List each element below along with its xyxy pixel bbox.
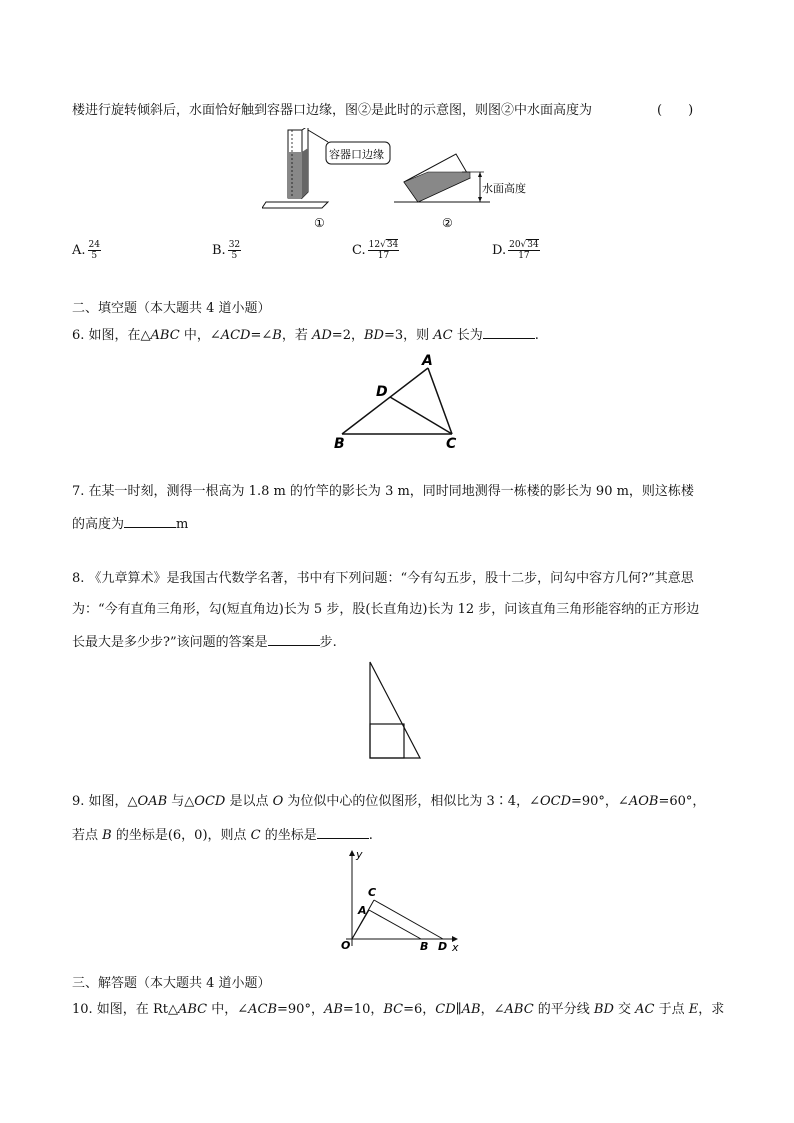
option-b-fraction: $\frac{32}{5}$: [228, 240, 241, 261]
q9-y-arrow: [349, 850, 355, 856]
q5-answer-paren: ( ): [657, 103, 694, 118]
q9-label-a: A: [358, 904, 367, 917]
q5-option-b: B. $\frac{32}{5}$: [212, 240, 241, 261]
q5-option-c: C. $\frac{12√34}{17}$: [352, 240, 399, 261]
fig1-callout-line: [308, 130, 328, 142]
q8-line-1: 8. 《九章算术》是我国古代数学名著，书中有下列问题：“今有勾五步，股十二步，问勾中容方几何?”其意思: [72, 571, 694, 586]
q6-segment-dc: [390, 397, 452, 434]
fig1-base-plate: [262, 202, 328, 208]
q9-coordinate-figure: [332, 846, 466, 954]
fig1-caption: ①: [314, 216, 325, 230]
q8-line-2: 为：“今有直角三角形，勾(短直角边)长为 5 步，股(长直角边)长为 12 步，问该直角三角形能容纳的正方形边: [72, 602, 700, 617]
q9-line-1: 9. 如图，△OAB 与△OCD 是以点 O 为位似中心的位似图形，相似比为 3∶4，∠OCD=90°，∠AOB=60°，: [72, 794, 706, 809]
q7-line-1: 7. 在某一时刻，测得一根高为 1.8 m 的竹竿的影长为 3 m，同时同地测得一栋楼的影长为 90 m，则这栋楼: [72, 484, 694, 499]
q10-text: 10. 如图，在 Rt△ABC 中，∠ACB=90°，AB=10，BC=6，CD∥AB，∠ABC 的平分线 BD 交 AC 于点 E，求: [72, 1002, 725, 1017]
q6-label-d: D: [376, 384, 388, 400]
option-c-fraction: $\frac{12√34}{17}$: [368, 240, 399, 261]
q8-answer-blank: [268, 632, 320, 646]
q9-segment-ab: [369, 910, 421, 939]
q8-line-3: 长最大是多少步?”该问题的答案是 步.: [72, 632, 337, 652]
section3-title: 三、解答题（本大题共 4 道小题）: [72, 976, 271, 991]
q6-text: 6. 如图，在△ABC 中，∠ACD=∠B，若 AD=2，BD=3，则 AC 长为 .: [72, 325, 539, 345]
q9-label-y: y: [356, 848, 363, 861]
fig1-water-side: [302, 148, 308, 198]
q9-label-x: x: [452, 941, 459, 954]
fig1-callout-label: 容器口边缘: [329, 148, 384, 161]
q8-inscribed-square: [370, 724, 404, 758]
fig2-height-label: 水面高度: [482, 182, 526, 195]
q6-answer-blank: [483, 325, 535, 339]
q9-label-b: B: [420, 940, 429, 953]
q9-label-c: C: [368, 886, 377, 899]
q9-answer-blank: [317, 825, 369, 839]
q6-triangle-figure: [330, 352, 470, 450]
section2-title: 二、填空题（本大题共 4 道小题）: [72, 301, 271, 316]
q9-label-d: D: [438, 940, 448, 953]
q6-label-a: A: [422, 353, 433, 369]
q9-segment-cd: [374, 900, 443, 939]
q7-line-2: 的高度为 m: [72, 514, 188, 534]
option-a-fraction: $\frac{24}{5}$: [88, 240, 100, 261]
q9-label-o: O: [341, 939, 351, 952]
q6-label-b: B: [334, 436, 345, 450]
q7-answer-blank: [124, 514, 176, 528]
q9-line-2: 若点 B 的坐标是(6，0)，则点 C 的坐标是 .: [72, 825, 373, 845]
fig2-arrow-down: [478, 197, 482, 202]
fig2-arrow-up: [478, 172, 482, 177]
q6-label-c: C: [446, 436, 457, 450]
q5-text-line: 楼进行旋转倾斜后，水面恰好触到容器口边缘，图②是此时的示意图，则图②中水面高度为: [72, 103, 593, 118]
option-d-fraction: $\frac{20√34}{17}$: [509, 240, 539, 261]
q8-triangle-square-figure: [366, 660, 426, 762]
fig2-caption: ②: [442, 216, 453, 230]
q6-side-ba: [342, 368, 428, 434]
q8-right-triangle: [370, 662, 420, 758]
q5-figure-2: [390, 150, 540, 234]
q6-side-ac: [428, 368, 452, 434]
q5-option-a: A. $\frac{24}{5}$: [72, 240, 100, 261]
fig1-water: [288, 152, 302, 198]
q5-option-d: D. $\frac{20√34}{17}$: [492, 240, 539, 261]
